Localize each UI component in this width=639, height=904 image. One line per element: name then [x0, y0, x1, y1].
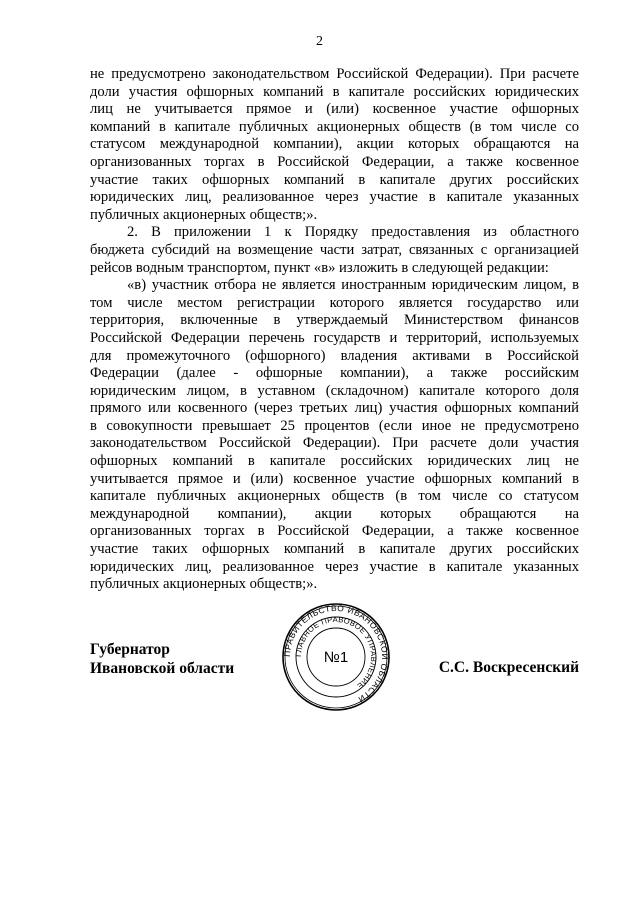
text-line: юридических лиц, реализованное через участие в капитале указанных [90, 189, 579, 206]
text-line: рейсов водным транспортом, пункт «в» изложить в следующей редакции: [90, 259, 549, 276]
text-line: «в) участник отбора не является иностранным юридическим лицом, в [127, 277, 579, 294]
text-line: учитывается прямое и (или) косвенное участие офшорных компаний в [90, 470, 579, 487]
text-line: организованных торгах в Российской Федерации, а также косвенное [90, 523, 579, 540]
text-line: капитале публичных акционерных обществ (в том числе со статусом [90, 488, 579, 505]
text-line: бюджета субсидий на возмещение части затрат, связанных с организацией [90, 241, 579, 258]
stamp-number: №1 [323, 649, 349, 666]
text-line: юридическим лицом, в уставном (складочном) капитале которого доля [90, 382, 579, 399]
text-line: статусом международной компании), акции которых обращаются на [90, 136, 579, 153]
text-line: международной компании), акции которых обращаются на [90, 505, 579, 522]
stamp-inner-text: ГЛАВНОЕ ПРАВОВОЕ УПРАВЛЕНИЕ [293, 614, 379, 691]
text-line: прямого или косвенного (через третьих лиц) участия офшорных компаний [90, 400, 579, 417]
text-line: лиц не учитывается прямое и (или) косвенное участие офшорных [90, 101, 579, 118]
signatory-title-line: Ивановской области [90, 660, 235, 677]
paragraph-item-2 [90, 224, 579, 277]
text-line: участие таких офшорных компаний в капитале других российских [90, 171, 579, 188]
text-line: законодательством Российской Федерации). При расчете доли участия [90, 435, 579, 452]
text-line: Российской Федерации перечень государств и территорий, используемых [90, 329, 579, 346]
signatory-name: С.С. Воскресенский [438, 659, 579, 676]
signatory-title [90, 640, 234, 678]
text-line: публичных акционерных обществ;». [90, 206, 318, 223]
text-line: компаний в капитале публичных акционерных обществ (в том числе со [90, 118, 579, 135]
text-line: организованных торгах в Российской Федерации, а также косвенное [90, 153, 579, 170]
text-line: публичных акционерных обществ;». [90, 576, 318, 593]
paragraph-continuation [90, 66, 579, 224]
stamp-outer-text: ПРАВИТЕЛЬСТВО ИВАНОВСКОЙ ОБЛАСТИ [281, 602, 391, 705]
text-line: офшорных компаний в капитале российских юридических лиц не [90, 453, 579, 470]
page-number: 2 [316, 34, 323, 49]
text-line: 2. В приложении 1 к Порядку предоставления из областного [127, 224, 579, 241]
official-stamp [281, 602, 391, 712]
signatory-title-line: Губернатор [90, 641, 170, 658]
text-line: для промежуточного (офшорного) владения активами в Российской [90, 347, 579, 364]
text-line: том числе местом регистрации которого является государство или [90, 294, 579, 311]
text-line: территория, включенные в утверждаемый Министерством финансов [90, 312, 579, 329]
text-line: в совокупности превышает 25 процентов (если иное не предусмотрено [90, 417, 579, 434]
text-line: не предусмотрено законодательством Российской Федерации). При расчете [90, 66, 579, 82]
document-body [90, 66, 579, 594]
text-line: доли участия офшорных компаний в капитале российских юридических [90, 83, 579, 100]
text-line: юридических лиц, реализованное через участие в капитале указанных [90, 558, 579, 575]
text-line: участие таких офшорных компаний в капитале других российских [90, 541, 579, 558]
text-line: Федерации (далее - офшорные компании), а также российским [90, 365, 579, 382]
signature-block [90, 602, 579, 760]
paragraph-clause-v [90, 277, 579, 594]
